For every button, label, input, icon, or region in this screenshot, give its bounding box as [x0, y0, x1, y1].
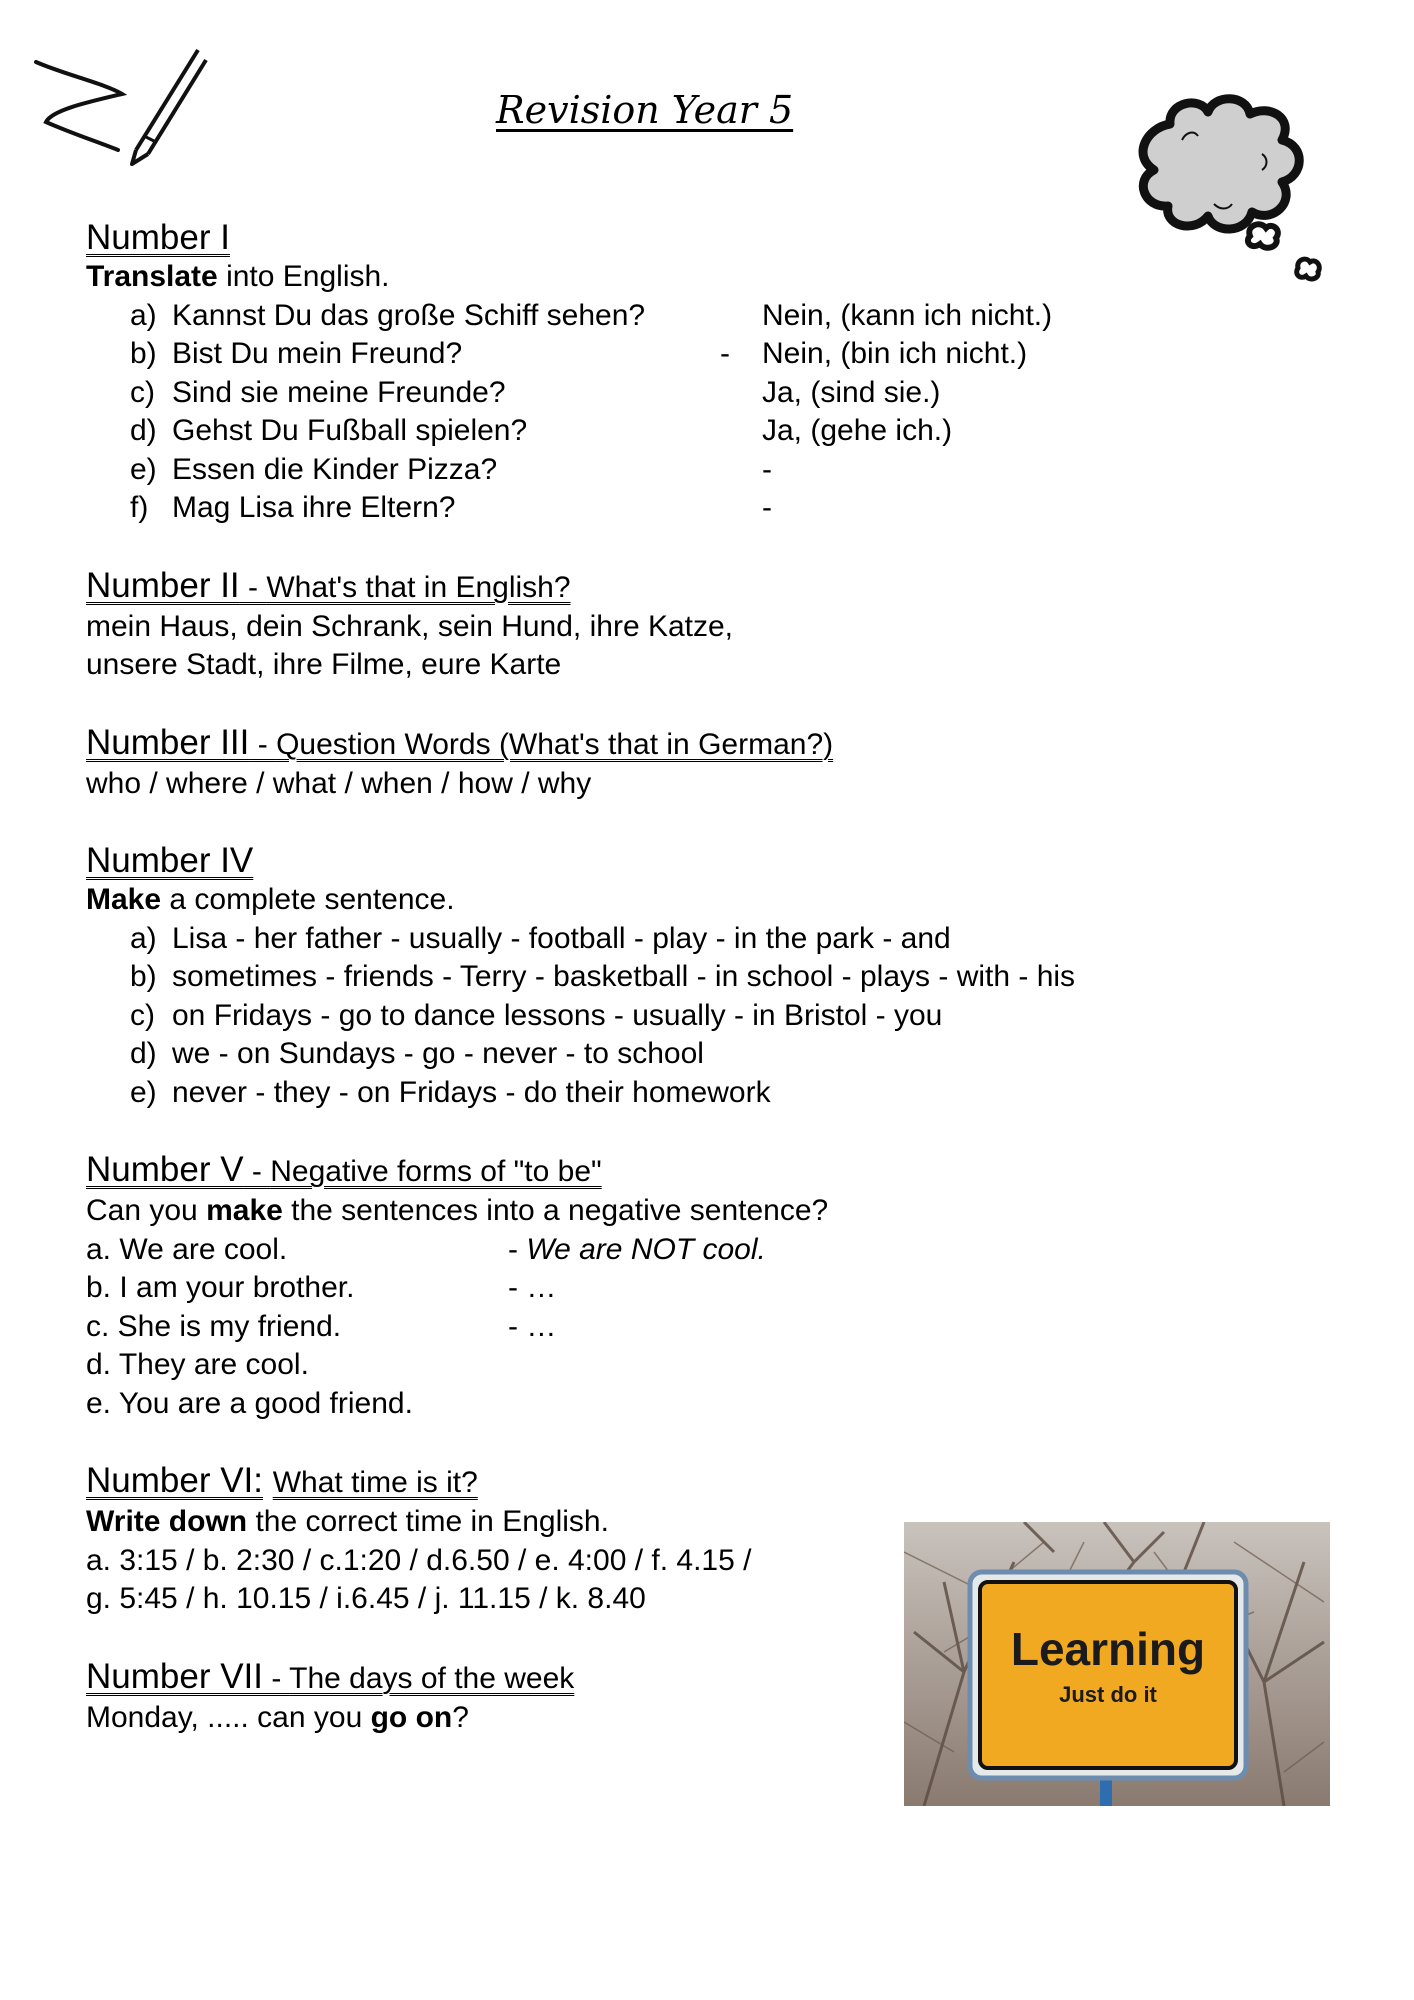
- sentence-list: [86, 920, 1386, 1113]
- item-text: b. I am your brother.: [86, 1271, 355, 1304]
- page-title: Revision Year 5: [496, 88, 794, 132]
- instruction-text: Monday, ..... can you: [86, 1700, 371, 1734]
- item-answer: -: [762, 491, 772, 524]
- section-number: Number VII: [86, 1656, 263, 1696]
- instruction-text: the sentences into a negative sentence?: [282, 1194, 829, 1227]
- section-heading: [86, 841, 1386, 881]
- instruction-text: Can you: [86, 1194, 207, 1227]
- list-item: [86, 1308, 1386, 1347]
- item-text: Kannst Du das große Schiff sehen?: [172, 298, 646, 332]
- item-answer: We are NOT cool.: [526, 1232, 766, 1266]
- list-item: [130, 1074, 1386, 1113]
- instruction-keyword: make: [206, 1194, 283, 1227]
- word-line: mein Haus, dein Schrank, sein Hund, ihre Katze,: [86, 609, 734, 643]
- item-dash: -: [720, 337, 730, 370]
- time-list: a. 3:15 / b. 2:30 / c.1:20 / d.6.50 / e. 4:00 / f. 4.15 /: [86, 1543, 752, 1577]
- instruction-keyword: Make: [86, 883, 162, 916]
- item-label: d): [130, 414, 157, 447]
- section-separator: -: [263, 1661, 290, 1695]
- item-label: c): [130, 998, 155, 1032]
- section-subtitle: What's that in English?: [266, 570, 571, 604]
- item-text: Sind sie meine Freunde?: [172, 375, 506, 409]
- list-item: [130, 920, 1386, 959]
- item-label: e): [130, 1075, 157, 1109]
- item-text: c. She is my friend.: [86, 1309, 342, 1343]
- section-number-2: [86, 566, 1386, 685]
- item-text: sometimes - friends - Terry - basketball - in school - plays - with - his: [172, 960, 1076, 993]
- section-number-1: [86, 218, 1386, 528]
- item-label: b): [130, 337, 157, 370]
- item-text: on Fridays - go to dance lessons - usually - in Bristol - you: [172, 998, 943, 1032]
- item-label: d): [130, 1037, 157, 1070]
- item-dash: - …: [508, 1271, 557, 1304]
- item-answer: -: [762, 452, 772, 486]
- list-item: [130, 412, 1386, 451]
- item-label: b): [130, 960, 157, 993]
- section-subtitle: Question Words (What's that in German?): [276, 727, 834, 761]
- section-subtitle: What time is it?: [272, 1466, 478, 1499]
- section-number-5: [86, 1150, 1386, 1423]
- instruction: [86, 881, 1386, 920]
- item-text: we - on Sundays - go - never - to school: [172, 1037, 704, 1070]
- list-item: [130, 374, 1386, 413]
- item-text: never - they - on Fridays - do their homework: [172, 1075, 771, 1109]
- section-separator: -: [239, 570, 267, 604]
- pen-icon: [28, 42, 208, 168]
- list-item: [130, 451, 1386, 490]
- instruction: [86, 258, 1386, 297]
- section-heading: [86, 1150, 1386, 1192]
- sign-subtitle: Just do it: [1059, 1682, 1157, 1707]
- item-answer: Ja, (gehe ich.): [762, 414, 953, 447]
- list-item: [130, 958, 1386, 997]
- question-words: who / where / what / when / how / why: [86, 766, 592, 800]
- list-item: [130, 997, 1386, 1036]
- item-label: e): [130, 452, 157, 486]
- item-text: Mag Lisa ihre Eltern?: [172, 491, 456, 524]
- section-heading: [86, 218, 1386, 258]
- list-item: [86, 1346, 1386, 1385]
- sign-title: Learning: [1010, 1623, 1206, 1675]
- section-heading: [86, 723, 1386, 765]
- item-text: a. We are cool.: [86, 1232, 288, 1266]
- instruction-text: the correct time in English.: [247, 1505, 609, 1538]
- list-item: [130, 1035, 1386, 1074]
- item-label: f): [130, 491, 149, 524]
- translation-list: [86, 297, 1386, 528]
- section-separator: -: [243, 1155, 271, 1188]
- section-number: Number V: [86, 1150, 244, 1189]
- item-answer: Nein, (kann ich nicht.): [762, 298, 1053, 332]
- section-separator: -: [249, 727, 277, 761]
- section-subtitle: The days of the week: [289, 1661, 575, 1695]
- item-text: Essen die Kinder Pizza?: [172, 452, 498, 486]
- section-number: Number III: [86, 722, 250, 762]
- section-separator: [263, 1461, 273, 1500]
- list-item: [130, 297, 1386, 336]
- item-text: d. They are cool.: [86, 1348, 309, 1381]
- section-number: Number IV: [86, 841, 254, 880]
- section-heading: [86, 566, 1386, 608]
- item-text: Lisa - her father - usually - football - play - in the park - and: [172, 921, 951, 955]
- section-heading: [86, 1461, 1386, 1503]
- instruction-keyword: go on: [370, 1700, 453, 1734]
- list-item: [86, 1269, 1386, 1308]
- section-number-3: [86, 723, 1386, 804]
- section-number-4: [86, 841, 1386, 1112]
- time-list: g. 5:45 / h. 10.15 / i.6.45 / j. 11.15 / k. 8.40: [86, 1582, 646, 1615]
- item-label: a): [130, 921, 157, 955]
- section-number: Number II: [86, 565, 240, 605]
- instruction-keyword: Translate: [86, 260, 218, 293]
- instruction: [86, 1192, 1386, 1231]
- list-item: [86, 1231, 1386, 1270]
- section-number: Number VI:: [86, 1461, 263, 1500]
- item-answer: Nein, (bin ich nicht.): [762, 337, 1028, 370]
- item-dash: -: [508, 1232, 527, 1266]
- item-dash: - …: [508, 1309, 557, 1343]
- item-label: c): [130, 375, 155, 409]
- instruction-text: a complete sentence.: [161, 883, 455, 916]
- instruction-keyword: Write down: [86, 1505, 248, 1538]
- worksheet-content: [86, 218, 1386, 1737]
- section-subtitle: Negative forms of "to be": [270, 1155, 602, 1188]
- item-label: a): [130, 298, 157, 332]
- learning-sign-image: [904, 1522, 1330, 1806]
- list-item: [130, 335, 1386, 374]
- instruction-text: ?: [452, 1700, 469, 1734]
- item-answer: Ja, (sind sie.): [762, 375, 941, 409]
- item-text: e. You are a good friend.: [86, 1386, 413, 1420]
- instruction-text: into English.: [217, 260, 390, 293]
- list-item: [130, 489, 1386, 528]
- item-text: Bist Du mein Freund?: [172, 337, 463, 370]
- list-item: [86, 1385, 1386, 1424]
- section-number: Number I: [86, 218, 230, 257]
- word-line: unsere Stadt, ihre Filme, eure Karte: [86, 648, 562, 681]
- item-text: Gehst Du Fußball spielen?: [172, 414, 528, 447]
